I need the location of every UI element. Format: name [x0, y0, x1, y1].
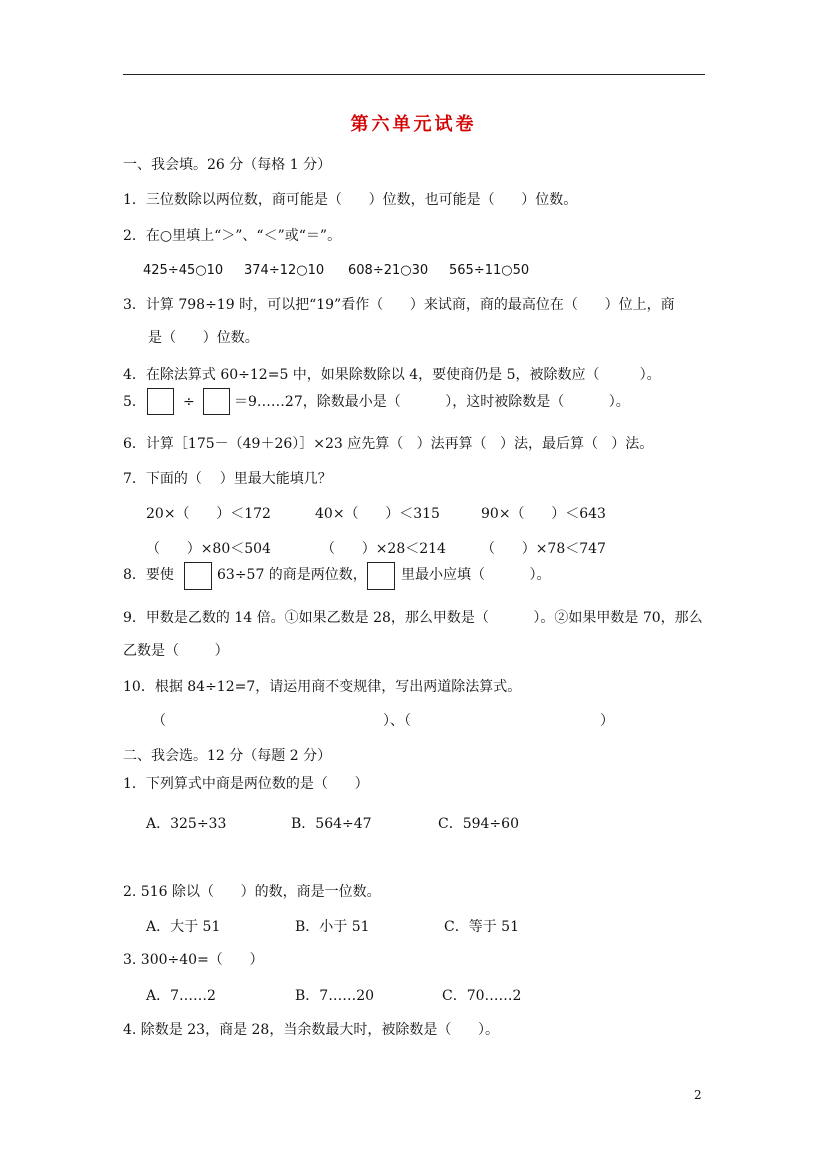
question-1-2: 2．在○里填上“＞”、“＜”或“＝”。: [123, 228, 342, 244]
q2-item: 565÷11○50: [449, 263, 530, 278]
option: A．大于 51: [146, 919, 221, 935]
option: A．7……2: [146, 988, 216, 1004]
question-1-10: 10．根据 84÷12=7，请运用商不变规律，写出两道除法算式。: [123, 679, 522, 695]
option: B．7……20: [295, 988, 375, 1004]
q2-item: 608÷21○30: [348, 263, 429, 278]
section1-heading: 一、我会填。26 分（每格 1 分）: [123, 157, 332, 173]
option: A．325÷33: [146, 816, 227, 832]
question-1-4: 4．在除法算式 60÷12=5 中，如果除数除以 4，要使商仍是 5，被除数应（ ）。: [123, 367, 661, 383]
option: C．70……2: [442, 988, 522, 1004]
q7-item: 90×（ ）＜643: [481, 506, 606, 522]
q2-item: 425÷45○10: [143, 263, 224, 278]
question-1-7: 7．下面的（ ）里最大能填几？: [123, 471, 332, 487]
question-1-9-line1: 9．甲数是乙数的 14 倍。①如果乙数是 28，那么甲数是（ ）。②如果甲数是 70，那么: [123, 610, 703, 626]
question-1-5-text: ＝9……27，除数最小是（ ），这时被除数是（ ）。: [234, 394, 630, 410]
question-1-1: 1．三位数除以两位数，商可能是（ ）位数，也可能是（ ）位数。: [123, 192, 578, 208]
option: B．小于 51: [295, 919, 370, 935]
question-1-3-line2: 是（ ）位数。: [148, 330, 259, 346]
option: C．594÷60: [438, 816, 519, 832]
question-2-4: 4. 除数是 23，商是 28，当余数最大时，被除数是（ ）。: [123, 1022, 500, 1038]
answer-box: [203, 388, 230, 415]
question-1-8-post: 里最小应填（ ）。: [401, 567, 551, 583]
header-rule: [123, 74, 705, 75]
question-1-3-line1: 3．计算 798÷19 时，可以把“19”看作（ ）来试商，商的最高位在（ ）位上，商: [123, 297, 675, 313]
answer-box: [147, 388, 174, 415]
question-2-3: 3. 300÷40=（ ）: [123, 952, 264, 968]
divide-sign: ÷: [183, 394, 195, 410]
answer-box: [184, 562, 212, 590]
question-1-5-number: 5．: [123, 394, 146, 410]
page-number: 2: [694, 1088, 702, 1102]
question-1-8-mid: 63÷57 的商是两位数，: [217, 567, 367, 583]
q7-item: （ ）×28＜214: [321, 541, 446, 557]
paren-open: （: [152, 713, 166, 729]
question-1-6: 6．计算［175－（49＋26）］×23 应先算（ ）法再算（ ）法，最后算（ ）法。: [123, 436, 654, 452]
question-1-8-pre: 8．要使: [123, 567, 174, 583]
paren-close: ）: [600, 713, 614, 729]
question-1-9-line2: 乙数是（ ）: [123, 643, 229, 659]
answer-box: [367, 562, 395, 590]
q7-item: （ ）×78＜747: [481, 541, 606, 557]
paren-separator: ）、（: [383, 713, 411, 729]
question-2-1: 1．下列算式中商是两位数的是（ ）: [123, 776, 369, 792]
q7-item: 20×（ ）＜172: [146, 506, 271, 522]
q7-item: （ ）×80＜504: [146, 541, 271, 557]
page-title: 第六单元试卷: [350, 114, 477, 135]
section2-heading: 二、我会选。12 分（每题 2 分）: [123, 748, 332, 764]
q7-item: 40×（ ）＜315: [315, 506, 440, 522]
option: C．等于 51: [444, 919, 519, 935]
question-2-2: 2. 516 除以（ ）的数，商是一位数。: [123, 884, 381, 900]
q2-item: 374÷12○10: [244, 263, 325, 278]
option: B．564÷47: [291, 816, 372, 832]
